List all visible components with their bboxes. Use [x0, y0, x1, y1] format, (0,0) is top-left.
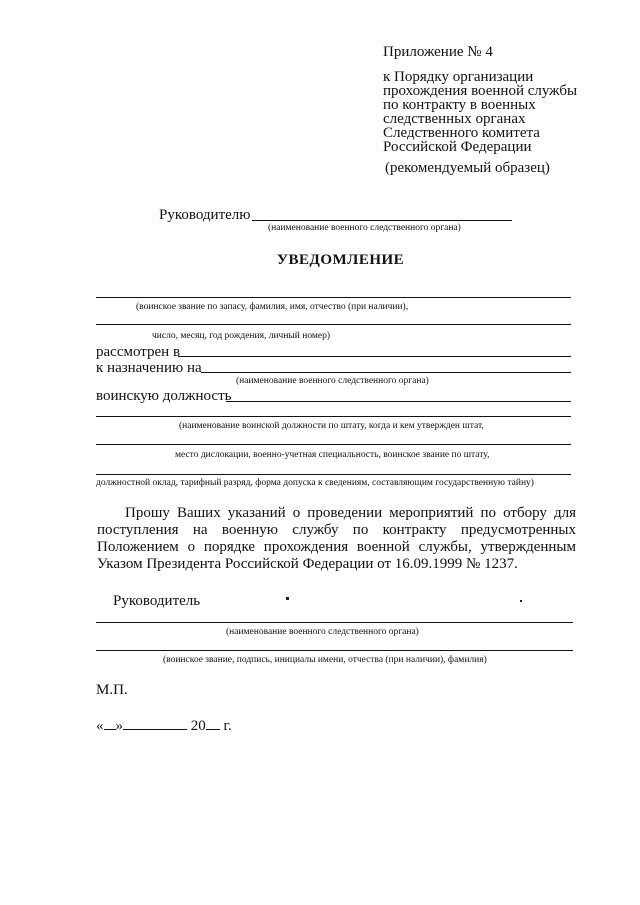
position-label: воинскую должность [96, 388, 232, 404]
order-line-3: по контракту в военных [383, 97, 536, 113]
order-line-6: Российской Федерации [383, 139, 532, 155]
salary-caption: должностной оклад, тарифный разряд, форма допуска к сведениям, составляющим государственную тайну) [96, 478, 534, 488]
scan-speck [520, 600, 522, 602]
scan-speck [286, 597, 289, 600]
request-paragraph: Прошу Ваших указаний о проведении мероприятий по отбору для поступления на военную службу по контракту предусмотренных Положением о порядке прохождения военной службы, утвержденным Указом Президента Российской Федерации от 16.09.1999 № 1237. [97, 505, 576, 572]
signer-sign-caption: (воинское звание, подпись, инициалы имени, отчества (при наличии), фамилия) [163, 655, 487, 665]
position-line [226, 401, 571, 402]
addressee-label: Руководителю [159, 207, 251, 223]
stamp-placeholder: М.П. [96, 682, 128, 698]
signer-label: Руководитель [113, 593, 201, 609]
sample-note: (рекомендуемый образец) [385, 160, 550, 176]
date-open-quote: « [96, 718, 104, 734]
order-line-5: Следственного комитета [383, 125, 540, 141]
year-prefix: 20 [190, 718, 206, 734]
day-blank [104, 729, 116, 730]
position-caption: (наименование воинской должности по штату, когда и кем утвержден штат, [179, 421, 484, 431]
rank-name-caption: (воинское звание по запасу, фамилия, имя, отчество (при наличии), [136, 302, 409, 312]
location-caption: место дислокации, военно-учетная специальность, воинское звание по штату, [175, 450, 490, 460]
reviewed-line [178, 356, 571, 357]
position-detail-line [96, 416, 571, 417]
year-blank [206, 729, 220, 730]
date-line [96, 718, 232, 735]
addressee-line [252, 220, 512, 221]
appointment-caption: (наименование военного следственного органа) [236, 376, 429, 386]
signer-sign-line [96, 650, 573, 651]
addressee-caption: (наименование военного следственного органа) [268, 223, 461, 233]
location-line [96, 444, 571, 445]
appointment-line [201, 372, 571, 373]
rank-name-line [96, 297, 571, 298]
date-close-quote: » [115, 718, 123, 734]
birth-line [96, 324, 571, 325]
order-line-2: прохождения военной службы [383, 83, 578, 99]
order-line-4: следственных органах [383, 111, 526, 127]
order-line-1: к Порядку организации [383, 69, 534, 85]
document-title: УВЕДОМЛЕНИЕ [277, 252, 405, 268]
salary-line [96, 474, 571, 475]
signer-organ-line [96, 622, 573, 623]
appendix-number: Приложение № 4 [383, 44, 493, 60]
year-suffix: г. [223, 718, 232, 734]
appointment-label: к назначению на [96, 360, 202, 376]
reviewed-label: рассмотрен в [96, 344, 181, 360]
month-blank [123, 729, 187, 730]
birth-caption: число, месяц, год рождения, личный номер) [152, 331, 331, 341]
signer-organ-caption: (наименование военного следственного органа) [226, 627, 419, 637]
